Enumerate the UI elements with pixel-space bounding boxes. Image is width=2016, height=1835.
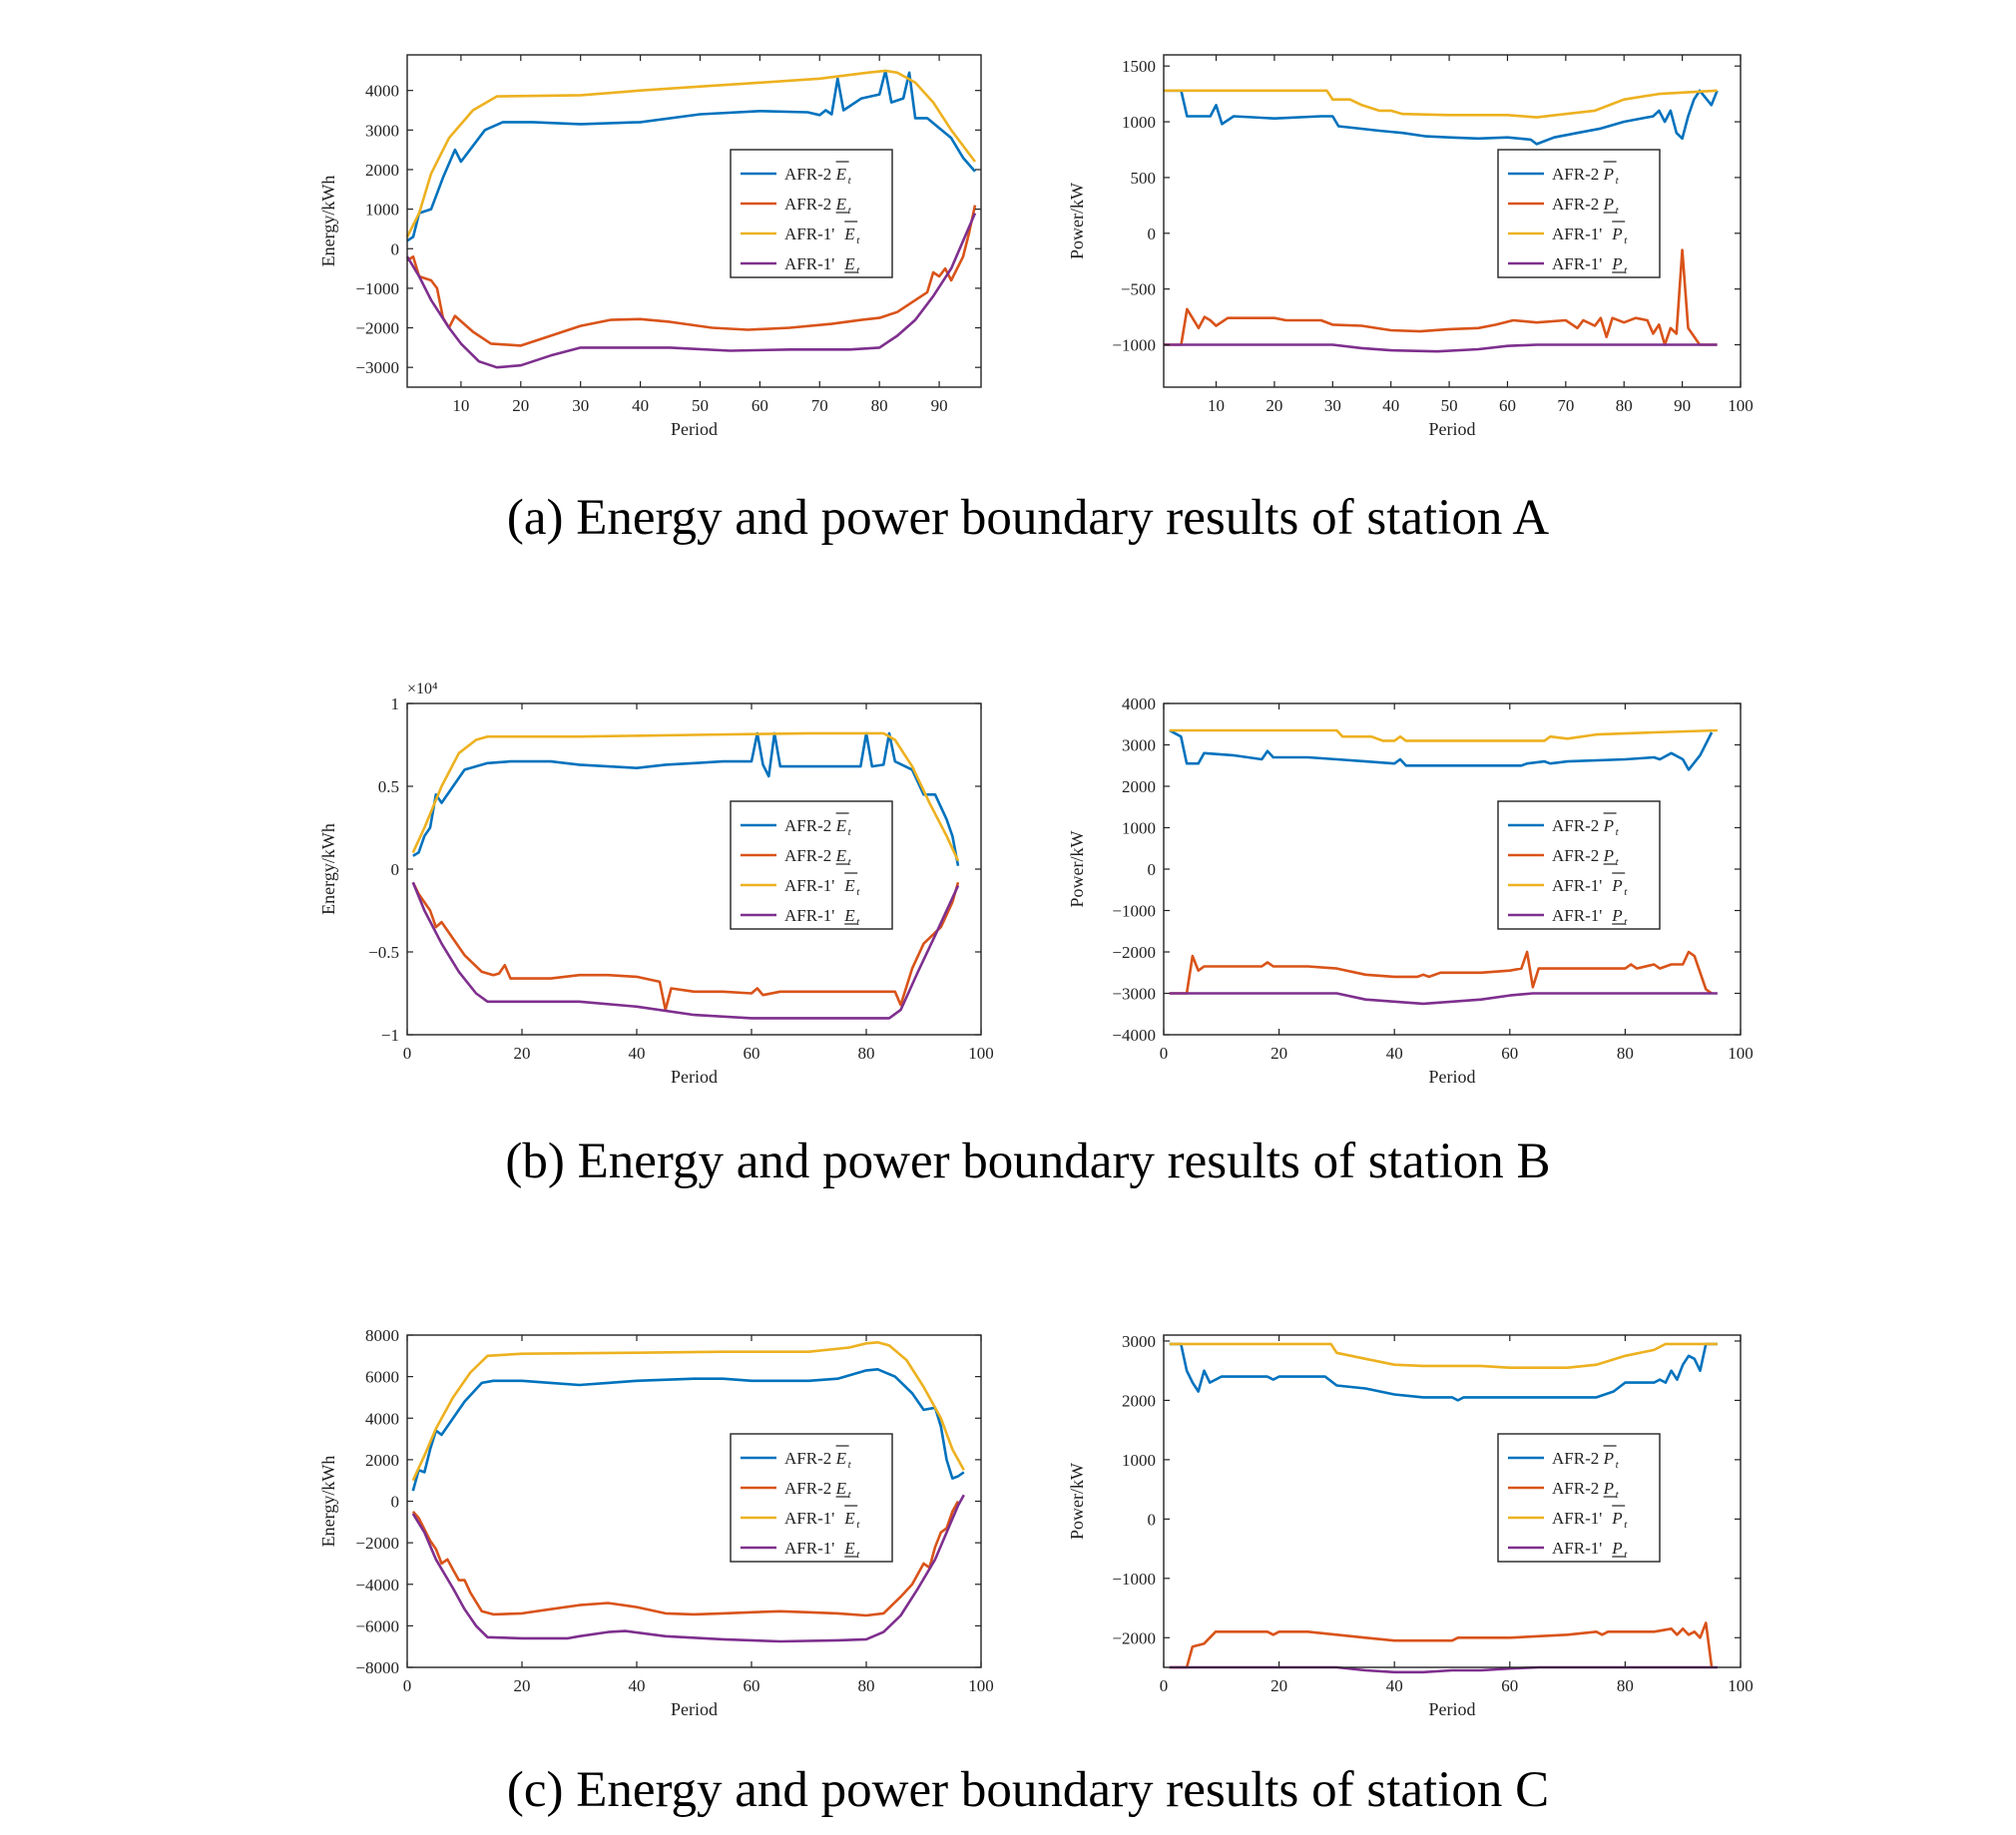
chart-a-energy — [318, 55, 981, 439]
legend-subscript: t — [856, 1549, 860, 1561]
legend — [1498, 1434, 1660, 1562]
series-line-afr-1p-upper — [1170, 1344, 1718, 1368]
caption-station-b: (b) Energy and power boundary results of station B — [505, 1134, 1551, 1189]
legend-variable: E — [844, 906, 855, 925]
legend-entry-label: AFR-2 — [1552, 846, 1600, 865]
x-tick-label: 10 — [452, 396, 470, 415]
chart-b-power — [1067, 694, 1754, 1087]
x-tick-label: 50 — [691, 396, 709, 415]
x-tick-label: 80 — [1616, 1676, 1634, 1695]
legend — [731, 1434, 892, 1562]
legend-subscript: t — [856, 264, 860, 276]
legend-subscript: t — [847, 1489, 851, 1501]
series-line-afr-2-upper — [1170, 1344, 1718, 1401]
x-tick-label: 100 — [968, 1044, 994, 1063]
y-axis-label: Energy/kWh — [318, 175, 338, 267]
legend-variable: P — [1603, 1479, 1614, 1498]
legend-entry-label: AFR-2 — [784, 1449, 832, 1468]
y-tick-label: −8000 — [355, 1658, 399, 1677]
series-line-afr-2-lower — [1170, 952, 1712, 994]
legend-variable: E — [835, 165, 846, 184]
legend-subscript: t — [856, 886, 860, 898]
legend-subscript: t — [1624, 886, 1628, 898]
legend-subscript: t — [856, 916, 860, 928]
axes-box — [407, 703, 981, 1035]
legend — [731, 801, 892, 929]
x-tick-label: 50 — [1440, 396, 1458, 415]
x-tick-label: 100 — [968, 1676, 994, 1695]
x-tick-label: 0 — [1159, 1676, 1169, 1695]
x-tick-label: 40 — [628, 1044, 646, 1063]
x-tick-label: 90 — [1674, 396, 1692, 415]
legend-entry-label: AFR-1' — [1552, 1539, 1603, 1558]
x-tick-label: 30 — [1323, 396, 1341, 415]
x-tick-label: 60 — [1501, 1676, 1519, 1695]
y-tick-label: 0 — [390, 239, 399, 259]
x-tick-label: 70 — [810, 396, 828, 415]
legend-entry-label: AFR-1' — [1552, 225, 1603, 243]
x-tick-label: 60 — [743, 1676, 760, 1695]
y-tick-label: −2000 — [1112, 943, 1156, 962]
y-tick-label: −2000 — [355, 1534, 399, 1554]
legend-variable: E — [835, 816, 846, 835]
legend-entry-label: AFR-2 — [784, 1479, 832, 1498]
legend-subscript: t — [847, 1459, 851, 1471]
x-tick-label: 0 — [402, 1676, 412, 1695]
y-tick-label: 1000 — [365, 200, 399, 220]
x-tick-label: 10 — [1208, 396, 1226, 415]
x-axis-label: Period — [1428, 1067, 1476, 1087]
y-tick-label: 0 — [1147, 860, 1156, 879]
y-tick-label: −1000 — [1112, 335, 1156, 355]
y-axis-label: Energy/kWh — [318, 823, 338, 915]
y-tick-label: 4000 — [365, 81, 399, 101]
legend-variable: E — [835, 1479, 846, 1498]
x-tick-label: 80 — [1615, 396, 1633, 415]
x-tick-label: 60 — [743, 1044, 760, 1063]
y-tick-label: 4000 — [365, 1409, 399, 1429]
legend-entry-label: AFR-2 — [1552, 816, 1600, 835]
x-tick-label: 40 — [1382, 396, 1400, 415]
y-tick-label: 4000 — [1122, 694, 1156, 713]
legend-subscript: t — [1615, 175, 1619, 187]
y-tick-label: 1000 — [1122, 818, 1156, 838]
legend-subscript: t — [847, 175, 851, 187]
y-axis-label: Power/kW — [1067, 830, 1087, 908]
legend-subscript: t — [856, 234, 860, 246]
x-tick-label: 20 — [1265, 396, 1283, 415]
chart-c-power — [1067, 1332, 1754, 1719]
legend-subscript: t — [847, 826, 851, 838]
series-line-afr-1p-upper — [1164, 91, 1718, 118]
x-tick-label: 100 — [1728, 1676, 1754, 1695]
legend-subscript: t — [856, 1519, 860, 1531]
x-tick-label: 80 — [857, 1676, 875, 1695]
chart-b-energy — [318, 681, 994, 1087]
y-tick-label: 8000 — [365, 1326, 399, 1345]
x-tick-label: 80 — [870, 396, 888, 415]
legend-variable: E — [835, 846, 846, 865]
legend-subscript: t — [847, 205, 851, 217]
caption-station-c: (c) Energy and power boundary results of station C — [506, 1762, 1550, 1818]
x-tick-label: 20 — [513, 1676, 531, 1695]
legend-variable: P — [1612, 254, 1623, 273]
x-tick-label: 40 — [632, 396, 650, 415]
y-tick-label: 1 — [390, 694, 399, 713]
legend-entry-label: AFR-1' — [784, 906, 835, 925]
x-tick-label: 0 — [402, 1044, 412, 1063]
legend-subscript: t — [1624, 916, 1628, 928]
legend-variable: E — [835, 195, 846, 214]
legend-entry-label: AFR-1' — [1552, 906, 1603, 925]
legend-entry-label: AFR-1' — [784, 1509, 835, 1528]
legend-entry-label: AFR-1' — [1552, 876, 1603, 895]
legend-variable: E — [844, 254, 855, 273]
legend-entry-label: AFR-1' — [1552, 254, 1603, 273]
legend-variable: P — [1612, 1539, 1623, 1558]
x-tick-label: 100 — [1728, 396, 1754, 415]
x-tick-label: 20 — [1270, 1044, 1288, 1063]
legend-variable: E — [844, 225, 855, 243]
legend-subscript: t — [1624, 1549, 1628, 1561]
legend — [731, 150, 892, 277]
series-line-afr-2-upper — [1170, 730, 1712, 769]
x-axis-label: Period — [671, 419, 718, 439]
y-tick-label: 2000 — [365, 1450, 399, 1470]
legend-subscript: t — [1615, 856, 1619, 868]
legend-entry-label: AFR-2 — [1552, 195, 1600, 214]
y-tick-label: 6000 — [365, 1367, 399, 1387]
legend-subscript: t — [1624, 264, 1628, 276]
legend-variable: P — [1612, 906, 1623, 925]
series-line-afr-1p-lower — [1164, 345, 1718, 352]
x-tick-label: 60 — [1501, 1044, 1519, 1063]
x-axis-label: Period — [1428, 419, 1476, 439]
x-axis-label: Period — [671, 1699, 718, 1719]
y-tick-label: −1000 — [1112, 901, 1156, 921]
legend-variable: P — [1603, 1449, 1614, 1468]
legend — [1498, 801, 1660, 929]
y-tick-label: 500 — [1130, 168, 1156, 188]
axes-box — [407, 1335, 981, 1667]
legend-subscript: t — [1615, 826, 1619, 838]
legend-subscript: t — [1624, 234, 1628, 246]
y-tick-label: −1 — [380, 1026, 399, 1045]
x-tick-label: 0 — [1159, 1044, 1169, 1063]
y-tick-label: 3000 — [1122, 1331, 1156, 1351]
y-tick-label: −500 — [1120, 279, 1156, 299]
x-tick-label: 20 — [512, 396, 530, 415]
legend-variable: P — [1603, 816, 1614, 835]
chart-a-power — [1067, 55, 1754, 439]
legend-variable: E — [844, 1539, 855, 1558]
x-tick-label: 100 — [1728, 1044, 1754, 1063]
legend-variable: P — [1603, 195, 1614, 214]
y-exponent-label: ×10⁴ — [407, 681, 438, 697]
legend-entry-label: AFR-1' — [784, 225, 835, 243]
x-tick-label: 30 — [572, 396, 590, 415]
y-axis-label: Energy/kWh — [318, 1455, 338, 1548]
y-tick-label: 0 — [1147, 224, 1156, 243]
y-tick-label: 2000 — [365, 160, 399, 180]
legend-entry-label: AFR-2 — [1552, 165, 1600, 184]
y-tick-label: −6000 — [355, 1616, 399, 1636]
legend-entry-label: AFR-1' — [784, 254, 835, 273]
x-tick-label: 80 — [857, 1044, 875, 1063]
y-tick-label: −2000 — [355, 318, 399, 338]
legend-variable: E — [835, 1449, 846, 1468]
legend-entry-label: AFR-2 — [1552, 1449, 1600, 1468]
legend-variable: P — [1603, 846, 1614, 865]
y-tick-label: 1000 — [1122, 1450, 1156, 1470]
legend-subscript: t — [1615, 205, 1619, 217]
legend-entry-label: AFR-2 — [1552, 1479, 1600, 1498]
y-tick-label: 3000 — [1122, 735, 1156, 755]
legend-entry-label: AFR-1' — [1552, 1509, 1603, 1528]
legend-entry-label: AFR-2 — [784, 816, 832, 835]
x-axis-label: Period — [1428, 1699, 1476, 1719]
x-axis-label: Period — [671, 1067, 718, 1087]
legend-variable: E — [844, 1509, 855, 1528]
y-tick-label: −3000 — [1112, 984, 1156, 1004]
x-tick-label: 60 — [751, 396, 768, 415]
x-tick-label: 20 — [513, 1044, 531, 1063]
legend-variable: P — [1612, 876, 1623, 895]
caption-station-a: (a) Energy and power boundary results of station A — [506, 490, 1550, 546]
y-tick-label: −1000 — [355, 278, 399, 298]
x-tick-label: 20 — [1270, 1676, 1288, 1695]
chart-c-energy — [318, 1326, 994, 1719]
y-tick-label: 1000 — [1122, 113, 1156, 133]
legend-entry-label: AFR-2 — [784, 846, 832, 865]
y-tick-label: 0 — [390, 860, 399, 879]
series-line-afr-1p-upper — [1170, 730, 1718, 740]
y-tick-label: 1500 — [1122, 57, 1156, 77]
legend-entry-label: AFR-1' — [784, 876, 835, 895]
x-tick-label: 80 — [1616, 1044, 1634, 1063]
legend-entry-label: AFR-1' — [784, 1539, 835, 1558]
series-line-afr-1p-lower — [1170, 994, 1718, 1004]
legend-subscript: t — [1615, 1459, 1619, 1471]
legend-entry-label: AFR-2 — [784, 195, 832, 214]
y-tick-label: −4000 — [355, 1575, 399, 1595]
legend-subscript: t — [1624, 1519, 1628, 1531]
y-tick-label: 2000 — [1122, 1391, 1156, 1411]
legend-subscript: t — [1615, 1489, 1619, 1501]
x-tick-label: 40 — [1385, 1044, 1403, 1063]
y-tick-label: 2000 — [1122, 777, 1156, 796]
y-axis-label: Power/kW — [1067, 183, 1087, 259]
y-tick-label: 0.5 — [377, 777, 399, 796]
series-line-afr-2-lower — [1170, 1622, 1712, 1667]
y-tick-label: −1000 — [1112, 1569, 1156, 1589]
y-tick-label: 3000 — [365, 121, 399, 141]
x-tick-label: 90 — [930, 396, 948, 415]
x-tick-label: 60 — [1498, 396, 1516, 415]
legend — [1498, 150, 1660, 277]
x-tick-label: 40 — [1385, 1676, 1403, 1695]
y-tick-label: −3000 — [355, 358, 399, 378]
x-tick-label: 70 — [1557, 396, 1575, 415]
legend-variable: E — [844, 876, 855, 895]
x-tick-label: 40 — [628, 1676, 646, 1695]
y-tick-label: −0.5 — [368, 943, 399, 962]
legend-variable: P — [1603, 165, 1614, 184]
y-axis-label: Power/kW — [1067, 1463, 1087, 1540]
y-tick-label: −2000 — [1112, 1628, 1156, 1648]
legend-variable: P — [1612, 225, 1623, 243]
y-tick-label: 0 — [1147, 1510, 1156, 1530]
y-tick-label: 0 — [390, 1492, 399, 1512]
legend-variable: P — [1612, 1509, 1623, 1528]
legend-subscript: t — [847, 856, 851, 868]
series-line-afr-1p-lower — [1170, 1667, 1718, 1672]
legend-entry-label: AFR-2 — [784, 165, 832, 184]
y-tick-label: −4000 — [1112, 1026, 1156, 1045]
